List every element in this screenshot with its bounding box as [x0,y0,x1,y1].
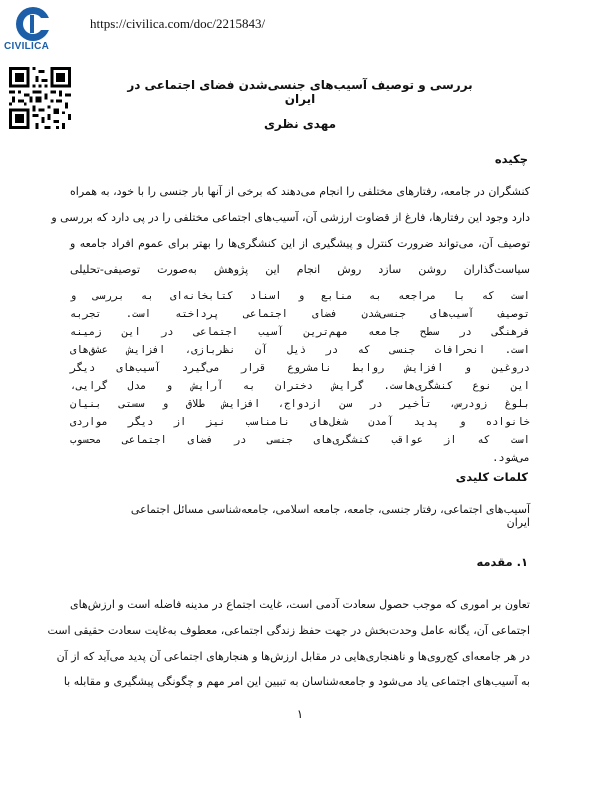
abstract-line: توصیف آن، می‌تواند ضرورت کنترل و پیشگیری از این کنشگری‌ها را بهتر برای عموم افراد جامعه و [70,237,530,250]
abstract-line: دارد وجود این رفتارها، فارغ از قضاوت ارزشی آن، آسیب‌های اجتماعی مختلفی را در پی دارد که بررسی و [51,211,530,224]
paper-author: مهدی نظری [263,117,337,131]
logo-text: CIVILICA [4,41,50,52]
keywords-text: آسیب‌های اجتماعی، رفتار جنسی، جامعه، جامعه اسلامی، جامعه‌شناسی مسائل اجتماعی ایران [130,503,530,529]
abstract-mono-line: توصیف آسیب‌های جنسی‌شدن فضای اجتماعی پرداخته است. تجربه [70,308,530,320]
abstract-mono-line: خانواده و پدید آمدن شغل‌های نامناسب نیز از دیگر مواردی [70,416,530,428]
abstract-mono-line: این نوع کنشگری‌هاست. گرایش دختران به آرایش و مدل گرایی، [70,380,530,392]
paper-title: بررسی و توصیف آسیب‌های جنسی‌شدن فضای اجتماعی در ایران [127,78,473,106]
document-url[interactable]: https://civilica.com/doc/2215843/ [90,16,266,31]
intro-line: در هر جامعه‌ای کج‌روی‌ها و ناهنجاری‌هایی در مقابل ارزش‌ها و هنجارهای اجتماعی آن پدید می‌آید که از آن [56,650,530,663]
intro-line: تعاون بر اموری که موجب حصول سعادت آدمی است، غایت اجتماع در مدینه فاضله است و ارزش‌های [70,598,530,611]
abstract-mono-line: است. انحرافات جنسی که در ذیل آن نظربازی، افزایش عشق‌های [70,344,530,356]
qr-code-icon [9,67,71,129]
abstract-mono-line: بلوغ زودرس، تأخیر در سن ازدواج، افزایش طلاق و سستی بنیان [70,398,530,410]
abstract-line: کنشگران در جامعه، رفتارهای مختلفی را انجام می‌دهند که برخی از آنها بار جنسی را با خود، به همراه [70,185,530,198]
abstract-heading: چکیده [494,152,528,166]
intro-line: به آسیب‌های اجتماعی یاد می‌شود و جامعه‌شناسان به تبیین این امر مهم و چگونگی پیشگیری و مقابله با [63,675,530,688]
intro-heading: ۱. مقدمه [476,555,528,569]
keywords-heading: کلمات کلیدی [455,470,528,484]
abstract-mono-line: است که از عواقب کنشگری‌های جنسی در فضای اجتماعی محسوب [70,434,530,446]
abstract-mono-line: می‌شود. [492,452,530,464]
page-number: ۱ [296,707,304,721]
abstract-mono-line: دروغین و افزایش روابط نامشروع قرار می‌گیرد آسیب‌های دیگر [70,362,530,374]
abstract-mono-line: است که با مراجعه به منابع و اسناد کتابخانه‌ای به بررسی و [70,290,530,302]
abstract-line: سیاست‌گذاران روشن سازد روش انجام این پژوهش به‌صورت توصیفی-تحلیلی [70,263,530,276]
abstract-mono-line: فرهنگی در سطح جامعه مهم‌ترین آسیب اجتماعی در این زمینه [70,326,530,338]
intro-line: اجتماعی آن، یگانه عامل وحدت‌بخش در جهت حفظ زندگی اجتماعی، معطوف به‌غایت سعادت حقیقی است [47,624,530,637]
